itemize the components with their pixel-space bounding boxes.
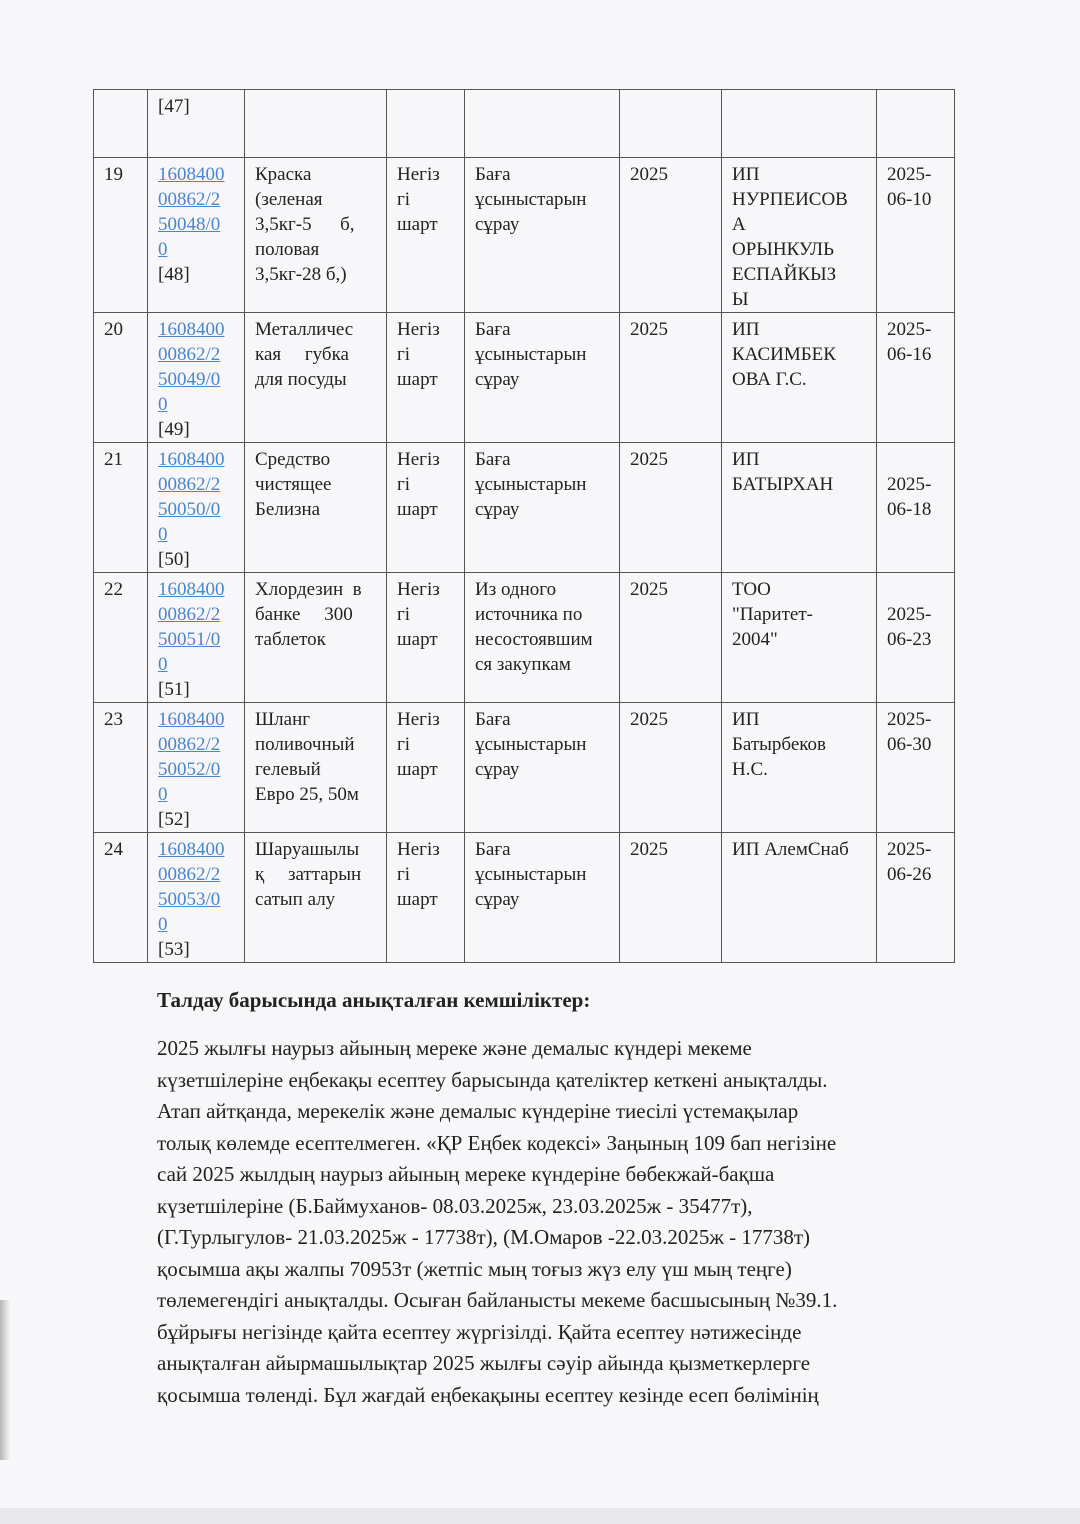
contract-ref: [49] <box>158 419 190 440</box>
contract-ref: [52] <box>158 809 190 830</box>
contract-ref: [48] <box>158 264 190 285</box>
contract-link[interactable]: 0 <box>158 394 168 415</box>
contract-link[interactable]: 1608400 <box>158 709 225 730</box>
paragraph-line: толық көлемде есептелмеген. «ҚР Еңбек кодексі» Заңының 109 бап негізіне <box>157 1130 837 1155</box>
contract-link[interactable]: 1608400 <box>158 579 225 600</box>
cell-date: 2025- 06-23 <box>877 573 955 703</box>
table-row <box>94 833 955 963</box>
table-row <box>94 158 955 313</box>
cell-contract <box>148 573 245 703</box>
cell-contract <box>148 158 245 313</box>
contract-ref: [51] <box>158 679 190 700</box>
cell-num: 22 <box>94 573 148 703</box>
contract-link[interactable]: 0 <box>158 239 168 260</box>
contract-link[interactable]: 50050/0 <box>158 499 221 520</box>
cell-year: 2025 <box>620 313 722 443</box>
cell-num: 19 <box>94 158 148 313</box>
cell-contract <box>148 90 245 158</box>
paragraph-line: қосымша ақы жалпы 70953т (жетпіс мың тоғыз жүз елу үш мың теңге) <box>157 1256 792 1281</box>
procurement-table <box>93 89 955 963</box>
cell-num: 21 <box>94 443 148 573</box>
paragraph-line: Атап айтқанда, мерекелік және демалыс күндеріне тиесілі үстемақылар <box>157 1099 799 1123</box>
table-row <box>94 443 955 573</box>
cell-method: Баға ұсыныстарын сұрау <box>465 158 620 313</box>
cell-method: Баға ұсыныстарын сұрау <box>465 833 620 963</box>
cell-item-name: Металличес кая губка для посуды <box>245 313 387 443</box>
cell-contract <box>148 313 245 443</box>
cell-item-name: Средство чистящее Белизна <box>245 443 387 573</box>
cell-basis: Негіз гі шарт <box>387 573 465 703</box>
contract-link[interactable]: 50052/0 <box>158 759 221 780</box>
contract-link[interactable]: 00862/2 <box>158 864 221 885</box>
cell-year: 2025 <box>620 443 722 573</box>
scan-edge-shadow <box>0 1300 10 1460</box>
paragraph-line: күзетшілеріне еңбекақы есептеу барысында қателіктер кеткені анықталды. <box>157 1067 828 1092</box>
table-row <box>94 313 955 443</box>
contract-link[interactable]: 00862/2 <box>158 189 221 210</box>
cell-supplier: ИП НУРПЕИСОВ А ОРЫНКУЛЬ ЕСПАЙКЫЗ Ы <box>722 158 877 313</box>
paragraph-line: 2025 жылғы наурыз айының мереке және демалыс күндері мекеме <box>157 1036 752 1060</box>
cell-method: Баға ұсыныстарын сұрау <box>465 443 620 573</box>
contract-link[interactable]: 0 <box>158 784 168 805</box>
cell-supplier: ИП Батырбеков Н.С. <box>722 703 877 833</box>
cell-basis: Негіз гі шарт <box>387 703 465 833</box>
cell-basis: Негіз гі шарт <box>387 443 465 573</box>
cell-item-name: Шланг поливочный гелевый Евро 25, 50м <box>245 703 387 833</box>
cell-item-name: Краска (зеленая 3,5кг-5 б, половая 3,5кг-28 б,) <box>245 158 387 313</box>
paragraph-line: сай 2025 жылдың наурыз айының мереке күндеріне бөбекжай-бақша <box>157 1162 775 1186</box>
contract-link[interactable]: 0 <box>158 654 168 675</box>
contract-link[interactable]: 50053/0 <box>158 889 221 910</box>
table-row <box>94 703 955 833</box>
cell-num: 24 <box>94 833 148 963</box>
cell-contract <box>148 443 245 573</box>
contract-ref: [47] <box>158 96 190 117</box>
paragraph-line: (Г.Турлыгулов- 21.03.2025ж - 17738т), (М.Омаров -22.03.2025ж - 17738т) <box>157 1225 810 1249</box>
table-row <box>94 573 955 703</box>
section-heading: Талдау барысында анықталған кемшіліктер: <box>157 988 591 1012</box>
contract-link[interactable]: 00862/2 <box>158 604 221 625</box>
cell-basis: Негіз гі шарт <box>387 158 465 313</box>
cell-basis: Негіз гі шарт <box>387 833 465 963</box>
cell-year: 2025 <box>620 703 722 833</box>
cell-basis: Негіз гі шарт <box>387 313 465 443</box>
contract-link[interactable]: 00862/2 <box>158 344 221 365</box>
contract-link[interactable]: 50051/0 <box>158 629 221 650</box>
cell-date: 2025- 06-26 <box>877 833 955 963</box>
paragraph-line: күзетшілеріне (Б.Баймуханов- 08.03.2025ж, 23.03.2025ж - 35477т), <box>157 1193 753 1218</box>
cell-contract <box>148 833 245 963</box>
cell-date: 2025- 06-10 <box>877 158 955 313</box>
contract-link[interactable]: 1608400 <box>158 319 225 340</box>
cell-supplier: ИП АлемСнаб <box>722 833 877 963</box>
cell-date: 2025- 06-16 <box>877 313 955 443</box>
paragraph-line: қосымша төленді. Бұл жағдай еңбекақыны есептеу кезінде есеп бөлімінің <box>157 1382 819 1407</box>
contract-link[interactable]: 1608400 <box>158 839 225 860</box>
cell-supplier: ИП БАТЫРХАН <box>722 443 877 573</box>
cell-year: 2025 <box>620 573 722 703</box>
cell-item-name: Шаруашылы қ заттарын сатып алу <box>245 833 387 963</box>
contract-link[interactable]: 0 <box>158 914 168 935</box>
contract-link[interactable]: 1608400 <box>158 164 225 185</box>
cell-num: 20 <box>94 313 148 443</box>
cell-num: 23 <box>94 703 148 833</box>
contract-ref: [53] <box>158 939 190 960</box>
cell-method: Баға ұсыныстарын сұрау <box>465 703 620 833</box>
contract-link[interactable]: 00862/2 <box>158 474 221 495</box>
section-paragraph <box>157 1033 987 1411</box>
contract-link[interactable]: 0 <box>158 524 168 545</box>
contract-link[interactable]: 1608400 <box>158 449 225 470</box>
cell-supplier: ИП КАСИМБЕК ОВА Г.С. <box>722 313 877 443</box>
table-row <box>94 90 955 158</box>
contract-link[interactable]: 50048/0 <box>158 214 221 235</box>
paragraph-line: анықталған айырмашылықтар 2025 жылғы сәуір айында қызметкерлерге <box>157 1351 811 1375</box>
cell-method: Баға ұсыныстарын сұрау <box>465 313 620 443</box>
contract-link[interactable]: 50049/0 <box>158 369 221 390</box>
contract-link[interactable]: 00862/2 <box>158 734 221 755</box>
cell-method: Из одного источника по несостоявшим ся закупкам <box>465 573 620 703</box>
cell-supplier: ТОО "Паритет- 2004" <box>722 573 877 703</box>
cell-item-name: Хлордезин в банке 300 таблеток <box>245 573 387 703</box>
paragraph-line: төлемегендігі анықталды. Осыған байланысты мекеме басшысының №39.1. <box>157 1288 838 1312</box>
contract-ref: [50] <box>158 549 190 570</box>
cell-num <box>94 90 148 158</box>
cell-date: 2025- 06-18 <box>877 443 955 573</box>
cell-year: 2025 <box>620 833 722 963</box>
cell-contract <box>148 703 245 833</box>
page-bottom-strip <box>0 1508 1080 1524</box>
cell-year: 2025 <box>620 158 722 313</box>
cell-date: 2025- 06-30 <box>877 703 955 833</box>
paragraph-line: бұйрығы негізінде қайта есептеу жүргізілді. Қайта есептеу нәтижесінде <box>157 1319 802 1344</box>
